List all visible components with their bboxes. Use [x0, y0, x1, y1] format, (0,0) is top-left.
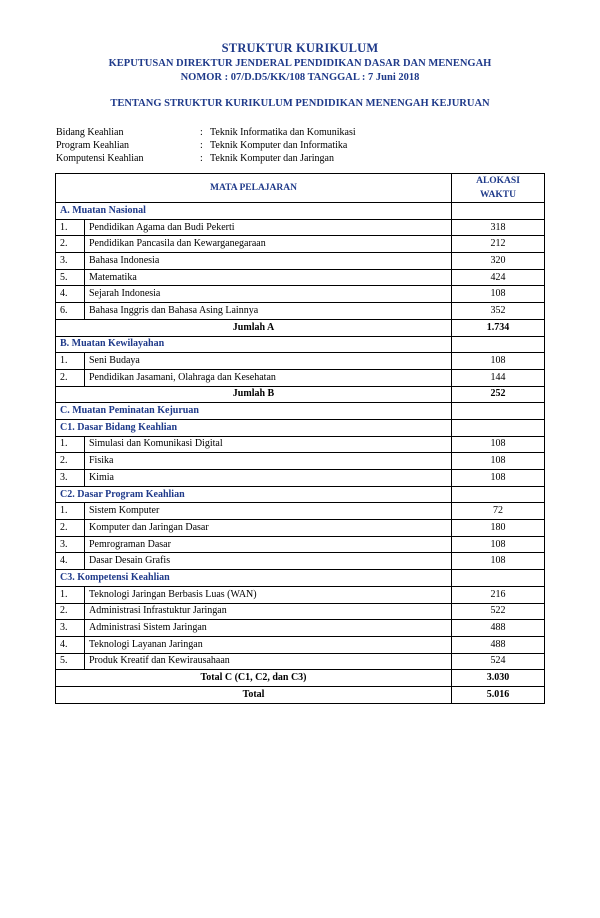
info-row-kompetensi — [56, 152, 356, 165]
section-empty-cell — [452, 336, 545, 353]
info-label: Program Keahlian — [56, 140, 130, 151]
table-row — [56, 470, 545, 487]
subject-name: Fisika — [85, 453, 452, 470]
section-c1-row — [56, 419, 545, 436]
table-row — [56, 520, 545, 537]
time-allocation: 352 — [452, 303, 545, 320]
info-value: Teknik Komputer dan Jaringan — [210, 153, 334, 164]
decree-line: KEPUTUSAN DIREKTUR JENDERAL PENDIDIKAN DASAR DAN MENENGAH — [108, 58, 492, 69]
table-row — [56, 636, 545, 653]
row-number: 1. — [56, 586, 85, 603]
row-number: 3. — [56, 253, 85, 270]
row-number: 2. — [56, 369, 85, 386]
row-number: 4. — [56, 553, 85, 570]
subject-name: Bahasa Indonesia — [85, 253, 452, 270]
info-row-program — [56, 139, 356, 152]
table-row — [56, 620, 545, 637]
row-number: 1. — [56, 503, 85, 520]
subject-name: Dasar Desain Grafis — [85, 553, 452, 570]
subject-name: Pemrograman Dasar — [85, 536, 452, 553]
curriculum-table — [55, 173, 545, 704]
header-time-line2: WAKTU — [480, 190, 516, 200]
section-empty-cell — [452, 486, 545, 503]
sum-label: Jumlah A — [56, 319, 452, 336]
time-allocation: 318 — [452, 219, 545, 236]
subject-name: Produk Kreatif dan Kewirausahaan — [85, 653, 452, 670]
section-label: B. Muatan Kewilayahan — [56, 336, 452, 353]
info-label: Bidang Keahlian — [56, 127, 124, 138]
section-empty-cell — [452, 403, 545, 420]
subject-name: Pendidikan Pancasila dan Kewarganegaraan — [85, 236, 452, 253]
time-allocation: 180 — [452, 520, 545, 537]
total-row — [56, 686, 545, 703]
table-row — [56, 603, 545, 620]
sum-value: 3.030 — [452, 670, 545, 687]
time-allocation: 522 — [452, 603, 545, 620]
subject-line: TENTANG STRUKTUR KURIKULUM PENDIDIKAN MENENGAH KEJURUAN — [110, 98, 490, 109]
header-subject: MATA PELAJARAN — [56, 174, 452, 203]
table-row — [56, 503, 545, 520]
decree-number-line: NOMOR : 07/D.D5/KK/108 TANGGAL : 7 Juni 2018 — [180, 72, 420, 83]
time-allocation: 108 — [452, 470, 545, 487]
time-allocation: 320 — [452, 253, 545, 270]
sum-value: 252 — [452, 386, 545, 403]
subject-name: Sejarah Indonesia — [85, 286, 452, 303]
subject-name: Administrasi Infrastuktur Jaringan — [85, 603, 452, 620]
subject-name: Pendidikan Jasamani, Olahraga dan Kesehatan — [85, 369, 452, 386]
table-row — [56, 369, 545, 386]
row-number: 3. — [56, 470, 85, 487]
table-row — [56, 236, 545, 253]
time-allocation: 108 — [452, 453, 545, 470]
row-number: 1. — [56, 436, 85, 453]
info-separator: : — [200, 127, 203, 138]
row-number: 4. — [56, 636, 85, 653]
sum-label: Total — [56, 686, 452, 703]
sum-value: 1.734 — [452, 319, 545, 336]
section-empty-cell — [452, 203, 545, 220]
table-row — [56, 553, 545, 570]
sum-value: 5.016 — [452, 686, 545, 703]
table-row — [56, 286, 545, 303]
row-number: 5. — [56, 653, 85, 670]
time-allocation: 424 — [452, 269, 545, 286]
row-number: 1. — [56, 353, 85, 370]
time-allocation: 108 — [452, 353, 545, 370]
section-label: C. Muatan Peminatan Kejuruan — [56, 403, 452, 420]
row-number: 2. — [56, 453, 85, 470]
sum-b-row — [56, 386, 545, 403]
row-number: 4. — [56, 286, 85, 303]
header-time-allocation — [452, 174, 545, 203]
table-row — [56, 436, 545, 453]
subject-name: Sistem Komputer — [85, 503, 452, 520]
section-c2-row — [56, 486, 545, 503]
subject-name: Pendidikan Agama dan Budi Pekerti — [85, 219, 452, 236]
table-row — [56, 653, 545, 670]
section-c3-row — [56, 570, 545, 587]
section-empty-cell — [452, 419, 545, 436]
row-number: 3. — [56, 536, 85, 553]
info-row-bidang — [56, 126, 356, 139]
subject-name: Administrasi Sistem Jaringan — [85, 620, 452, 637]
info-separator: : — [200, 153, 203, 164]
time-allocation: 108 — [452, 553, 545, 570]
table-row — [56, 536, 545, 553]
row-number: 5. — [56, 269, 85, 286]
section-label: C3. Kompetensi Keahlian — [56, 570, 452, 587]
row-number: 6. — [56, 303, 85, 320]
subject-name: Kimia — [85, 470, 452, 487]
section-a-row — [56, 203, 545, 220]
section-label: A. Muatan Nasional — [56, 203, 452, 220]
sum-label: Total C (C1, C2, dan C3) — [56, 670, 452, 687]
time-allocation: 488 — [452, 620, 545, 637]
table-row — [56, 269, 545, 286]
section-empty-cell — [452, 570, 545, 587]
section-label: C1. Dasar Bidang Keahlian — [56, 419, 452, 436]
subject-name: Bahasa Inggris dan Bahasa Asing Lainnya — [85, 303, 452, 320]
time-allocation: 144 — [452, 369, 545, 386]
document-title: STRUKTUR KURIKULUM — [221, 41, 379, 55]
program-info — [56, 126, 356, 165]
time-allocation: 524 — [452, 653, 545, 670]
sum-c-row — [56, 670, 545, 687]
subject-name: Simulasi dan Komunikasi Digital — [85, 436, 452, 453]
subject-name: Seni Budaya — [85, 353, 452, 370]
subject-name: Teknologi Layanan Jaringan — [85, 636, 452, 653]
table-row — [56, 303, 545, 320]
time-allocation: 216 — [452, 586, 545, 603]
info-value: Teknik Informatika dan Komunikasi — [210, 127, 356, 138]
info-value: Teknik Komputer dan Informatika — [210, 140, 348, 151]
subject-name: Teknologi Jaringan Berbasis Luas (WAN) — [85, 586, 452, 603]
table-row — [56, 219, 545, 236]
time-allocation: 488 — [452, 636, 545, 653]
row-number: 1. — [56, 219, 85, 236]
table-row — [56, 453, 545, 470]
section-label: C2. Dasar Program Keahlian — [56, 486, 452, 503]
subject-name: Komputer dan Jaringan Dasar — [85, 520, 452, 537]
row-number: 2. — [56, 603, 85, 620]
table-row — [56, 353, 545, 370]
sum-a-row — [56, 319, 545, 336]
sum-label: Jumlah B — [56, 386, 452, 403]
time-allocation: 212 — [452, 236, 545, 253]
section-c-row — [56, 403, 545, 420]
time-allocation: 108 — [452, 286, 545, 303]
table-row — [56, 586, 545, 603]
info-label: Komputensi Keahlian — [56, 153, 144, 164]
subject-name: Matematika — [85, 269, 452, 286]
row-number: 3. — [56, 620, 85, 637]
section-b-row — [56, 336, 545, 353]
info-separator: : — [200, 140, 203, 151]
row-number: 2. — [56, 520, 85, 537]
time-allocation: 72 — [452, 503, 545, 520]
table-header-row — [56, 174, 545, 203]
time-allocation: 108 — [452, 436, 545, 453]
table-row — [56, 253, 545, 270]
header-time-line1: ALOKASI — [476, 176, 520, 186]
row-number: 2. — [56, 236, 85, 253]
time-allocation: 108 — [452, 536, 545, 553]
